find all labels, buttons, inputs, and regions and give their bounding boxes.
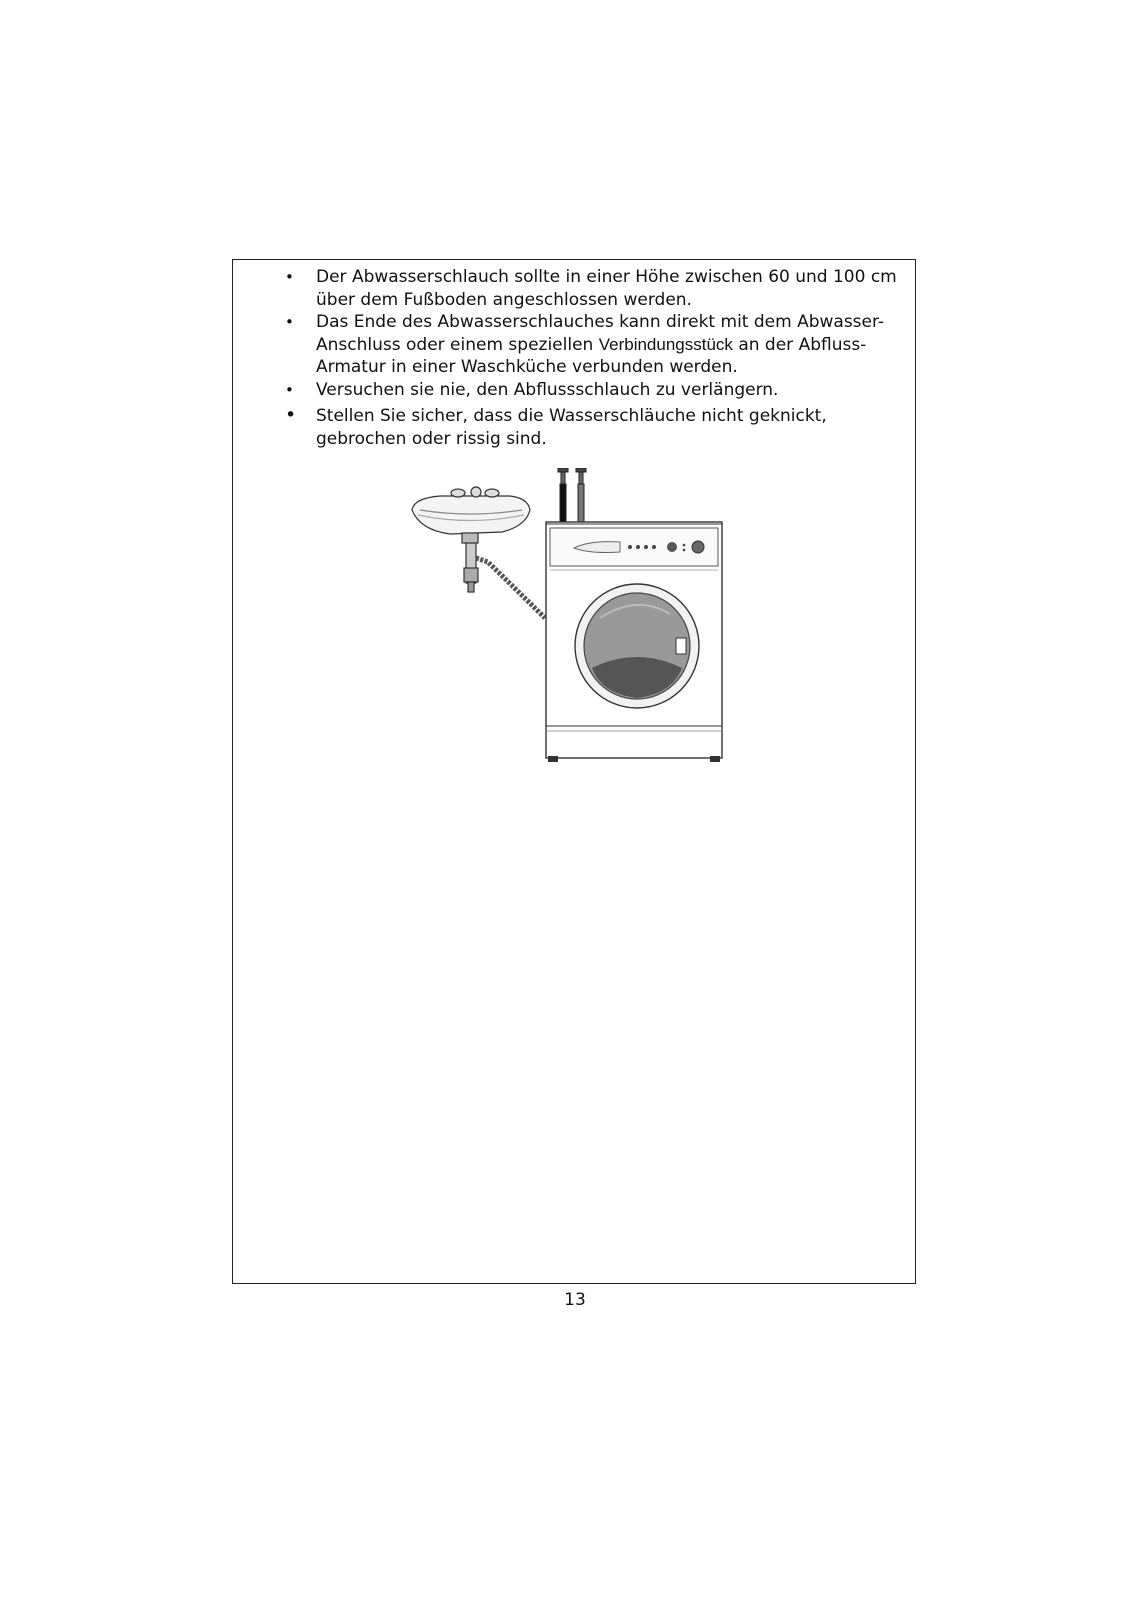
instruction-list [282,266,902,450]
water-tap-icon [558,468,586,522]
list-item [282,405,902,450]
bullet-icon: • [285,268,294,286]
list-item-text: Stellen Sie sicher, dass die Wasserschläuche nicht geknickt, gebrochen oder rissig sind. [316,406,827,449]
list-item-text: Versuchen sie nie, den Abflussschlauch zu verlängern. [316,379,779,400]
list-item-emphasis: Verbindungsstück [598,334,733,354]
washing-machine-drain-illustration [410,468,740,786]
washing-machine-icon [546,522,722,762]
page-number: 13 [564,1290,586,1310]
list-item-text-continued: an der Abfluss-Armatur in einer Waschküche verbunden werden. [316,334,867,377]
bullet-icon: • [285,404,297,426]
list-item [282,266,902,311]
list-item-text: Der Abwasserschlauch sollte in einer Höhe zwischen 60 und 100 cm über dem Fußboden angeschlossen werden. [316,267,897,310]
bullet-icon: • [285,313,294,331]
bullet-icon: • [285,380,294,399]
drain-hose-icon [476,558,545,618]
sink-icon [412,487,530,592]
list-item [282,379,902,402]
list-item-text: Das Ende des Abwasserschlauches kann direkt mit dem Abwasser-Anschluss oder einem speziellen [316,312,885,355]
list-item [282,311,902,379]
